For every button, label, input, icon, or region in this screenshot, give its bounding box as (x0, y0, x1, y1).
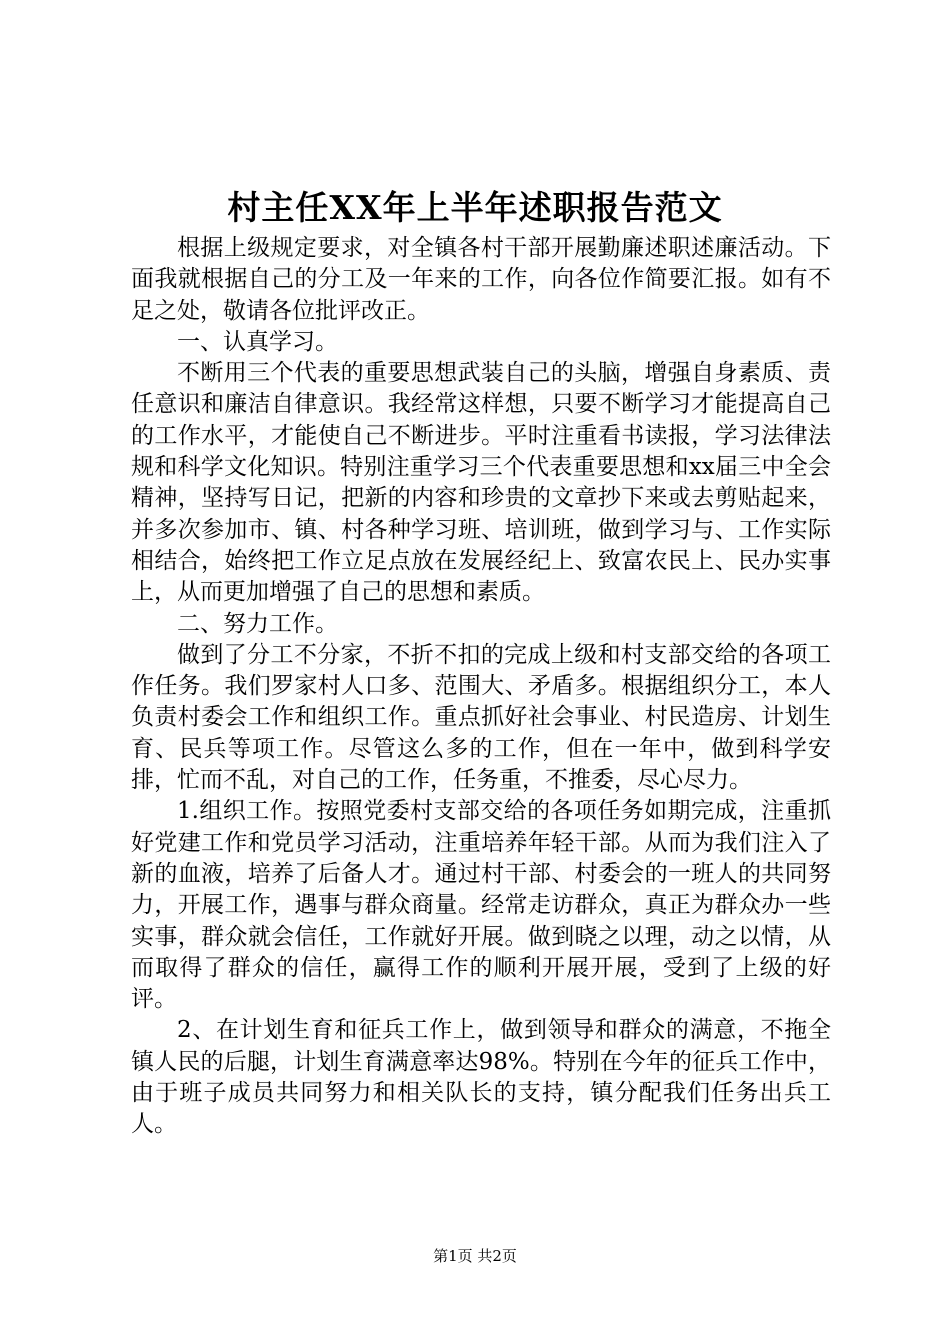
page-footer: 第1页 共2页 (433, 1247, 517, 1265)
section-heading-work: 二、努力工作。 (177, 610, 338, 637)
document-body (131, 233, 831, 1141)
paragraph-organization-work: 1.组织工作。按照党委村支部交给的各项任务如期完成，注重抓好党建工作和党员学习活动，注重培养年轻干部。从而为我们注入了新的血液，培养了后备人才。通过村干部、村委会的一班人的共同努力，开展工作，遇事与群众商量。经常走访群众，真正为群众办一些实事，群众就会信任，工作就好开展。做到晓之以理，动之以情，从而取得了群众的信任，赢得工作的顺利开展开展，受到了上级的好评。 (131, 798, 831, 1013)
paragraph-work: 做到了分工不分家，不折不扣的完成上级和村支部交给的各项工作任务。我们罗家村人口多、范围大、矛盾多。根据组织分工，本人负责村委会工作和组织工作。重点抓好社会事业、村民造房、计划生育、民兵等项工作。尽管这么多的工作，但在一年中，做到科学安排，忙而不乱，对自己的工作，任务重，不推委，尽心尽力。 (131, 641, 831, 794)
paragraph-family-planning: 2、在计划生育和征兵工作上，做到领导和群众的满意，不拖全镇人民的后腿，计划生育满意率达98%。特别在今年的征兵工作中，由于班子成员共同努力和相关队长的支持，镇分配我们任务出兵工人。 (131, 1017, 831, 1138)
paragraph-intro: 根据上级规定要求，对全镇各村干部开展勤廉述职述廉活动。下面我就根据自己的分工及一年来的工作，向各位作简要汇报。如有不足之处，敬请各位批评改正。 (131, 235, 831, 324)
document-title: 村主任XX年上半年述职报告范文 (227, 188, 723, 227)
section-heading-study: 一、认真学习。 (177, 328, 338, 355)
paragraph-study: 不断用三个代表的重要思想武装自己的头脑，增强自身素质、责任意识和廉洁自律意识。我经常这样想，只要不断学习才能提高自己的工作水平，才能使自己不断进步。平时注重看书读报，学习法律法规和科学文化知识。特别注重学习三个代表重要思想和xx届三中全会精神，坚持写日记，把新的内容和珍贵的文章抄下来或去剪贴起来，并多次参加市、镇、村各种学习班、培训班，做到学习与、工作实际相结合，始终把工作立足点放在发展经纪上、致富农民上、民办实事上，从而更加增强了自己的思想和素质。 (131, 360, 831, 606)
